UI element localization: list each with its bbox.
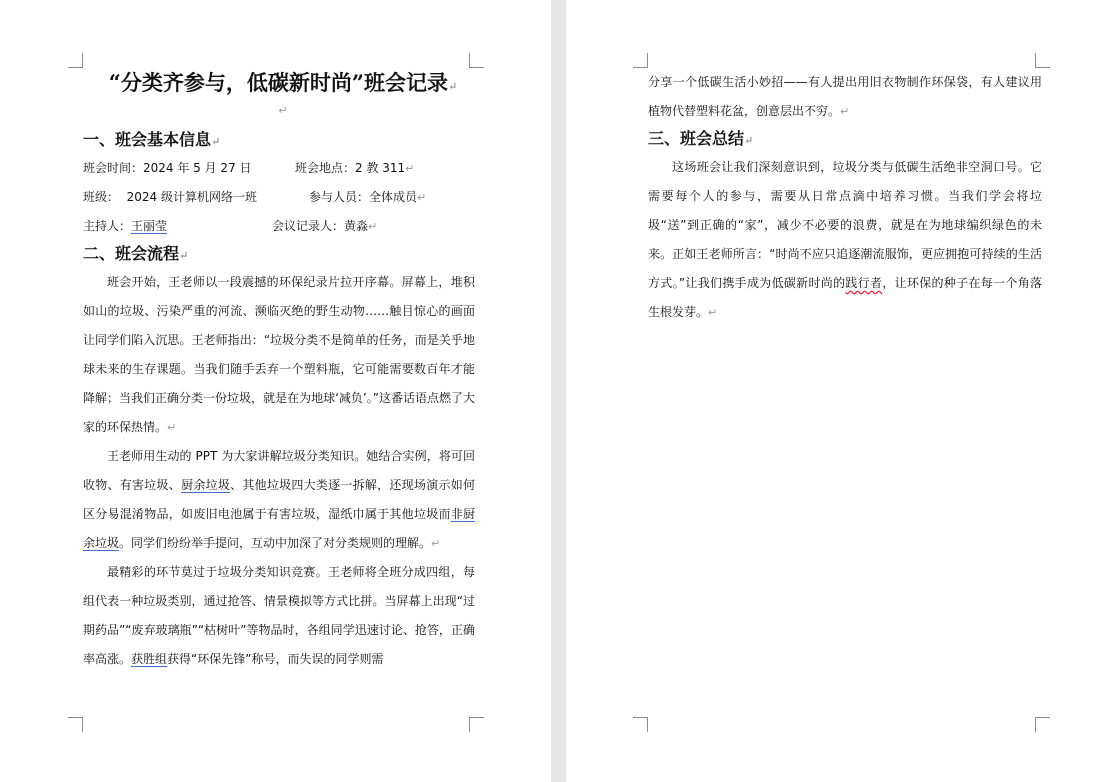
paragraph-mark: ↵ (368, 220, 378, 233)
section3-heading-text: 三、班会总结 (648, 129, 745, 148)
meeting-place: 班会地点：2 教 311 (295, 161, 406, 175)
participants: 参与人员：全体成员 (309, 190, 418, 204)
crop-mark-top-left (633, 53, 648, 68)
paragraph-mark: ↵ (417, 191, 427, 204)
paragraph-3[interactable] (83, 558, 475, 674)
grammar-underline-3[interactable]: 获胜组 (131, 652, 168, 666)
document-page-2[interactable] (566, 0, 1117, 782)
crop-mark-top-right (1035, 53, 1050, 68)
paragraph-mark: ↵ (211, 135, 221, 148)
paragraph-2[interactable] (83, 442, 475, 558)
paragraph-mark: ↵ (431, 537, 441, 550)
paragraph-2-text-c: 。同学们纷纷举手提问，互动中加深了对分类规则的理解。 (119, 536, 432, 550)
paragraph-2-text-b: 、其他垃圾四大类逐一拆解，还现场演示如何区分易混淆物品，如废旧电池属于有害垃圾，湿纸巾属于其他垃圾而 (83, 478, 475, 521)
empty-paragraph[interactable] (83, 98, 483, 123)
section2-heading[interactable] (83, 242, 475, 268)
summary-text-b: ，让环保的种子在每一个角落生根发芽。 (648, 276, 1042, 319)
crop-mark-bottom-left (68, 717, 83, 732)
section1-heading[interactable] (83, 128, 475, 154)
paragraph-mark: ↵ (744, 134, 754, 147)
spelling-underline[interactable]: 践行者 (845, 276, 883, 290)
host-name[interactable]: 王丽莹 (131, 219, 168, 233)
paragraph-3-continued[interactable] (648, 68, 1042, 126)
grammar-underline-1[interactable]: 厨余垃圾 (181, 478, 231, 492)
grammar-underline-2[interactable]: 非厨余垃圾 (83, 507, 475, 550)
host-label: 主持人： (83, 219, 132, 233)
crop-mark-top-right (469, 53, 484, 68)
document-title-text: “分类齐参与，低碳新时尚”班会记录 (108, 70, 448, 95)
crop-mark-bottom-left (633, 717, 648, 732)
info-row-host-recorder[interactable] (83, 212, 475, 241)
document-page-1[interactable] (0, 0, 551, 782)
paragraph-mark: ↵ (167, 421, 177, 434)
paragraph-mark: ↵ (447, 80, 458, 93)
section3-heading[interactable] (648, 127, 1042, 153)
paragraph-3-text-a: 最精彩的环节莫过于垃圾分类知识竞赛。王老师将全班分成四组，每组代表一种垃圾类别，通过抢答、情景模拟等方式比拼。当屏幕上出现“过期药品”“废弃玻璃瓶”“枯树叶”等物品时，各组同学迅速讨论、抢答，正确率高涨。 (83, 565, 475, 666)
crop-mark-top-left (68, 53, 83, 68)
class-name: 班级： 2024 级计算机网络一班 (83, 190, 257, 204)
page1-body[interactable] (83, 128, 475, 674)
section1-heading-text: 一、班会基本信息 (83, 130, 212, 149)
crop-mark-bottom-right (469, 717, 484, 732)
info-row-class-participants[interactable] (83, 183, 475, 212)
document-title[interactable] (83, 68, 483, 102)
paragraph-mark: ↵ (278, 104, 288, 117)
paragraph-3-continued-text: 分享一个低碳生活小妙招——有人提出用旧衣物制作环保袋，有人建议用植物代替塑料花盆，创意层出不穷。 (648, 75, 1042, 118)
summary-paragraph[interactable] (648, 153, 1042, 327)
paragraph-1-text: 班会开始，王老师以一段震撼的环保纪录片拉开序幕。屏幕上，堆积如山的垃圾、污染严重的河流、濒临灭绝的野生动物……触目惊心的画面让同学们陷入沉思。王老师指出：“垃圾分类不是简单的任务，而是关乎地球未来的生存课题。当我们随手丢弃一个塑料瓶，它可能需要数百年才能降解；当我们正确分类一份垃圾，就是在为地球‘减负’。”这番话语点燃了大家的环保热情。 (83, 275, 475, 434)
paragraph-1[interactable] (83, 268, 475, 442)
paragraph-2-text-a: 王老师用生动的 PPT 为大家讲解垃圾分类知识。她结合实例，将可回收物、有害垃圾、 (83, 449, 475, 492)
summary-text-a: 这场班会让我们深刻意识到，垃圾分类与低碳生活绝非空洞口号。它需要每个人的参与，需要从日常点滴中培养习惯。当我们学会将垃圾“送”到正确的“家”，减少不必要的浪费，就是在为地球编织绿色的未来。正如王老师所言：“时尚不应只追逐潮流服饰，更应拥抱可持续的生活方式。”让我们携手成为低碳新时尚的 (648, 160, 1042, 290)
paragraph-3-text-b: 获得“环保先锋”称号，而失误的同学则需 (167, 652, 384, 666)
info-row-time-place[interactable] (83, 154, 475, 183)
meeting-time: 班会时间：2024 年 5 月 27 日 (83, 161, 252, 175)
page2-body[interactable] (648, 68, 1042, 327)
recorder: 会议记录人：黄淼 (272, 219, 369, 233)
paragraph-mark: ↵ (179, 249, 189, 262)
crop-mark-bottom-right (1035, 717, 1050, 732)
paragraph-mark: ↵ (708, 306, 718, 319)
section2-heading-text: 二、班会流程 (83, 244, 180, 263)
paragraph-mark: ↵ (840, 105, 850, 118)
paragraph-mark: ↵ (405, 162, 415, 175)
